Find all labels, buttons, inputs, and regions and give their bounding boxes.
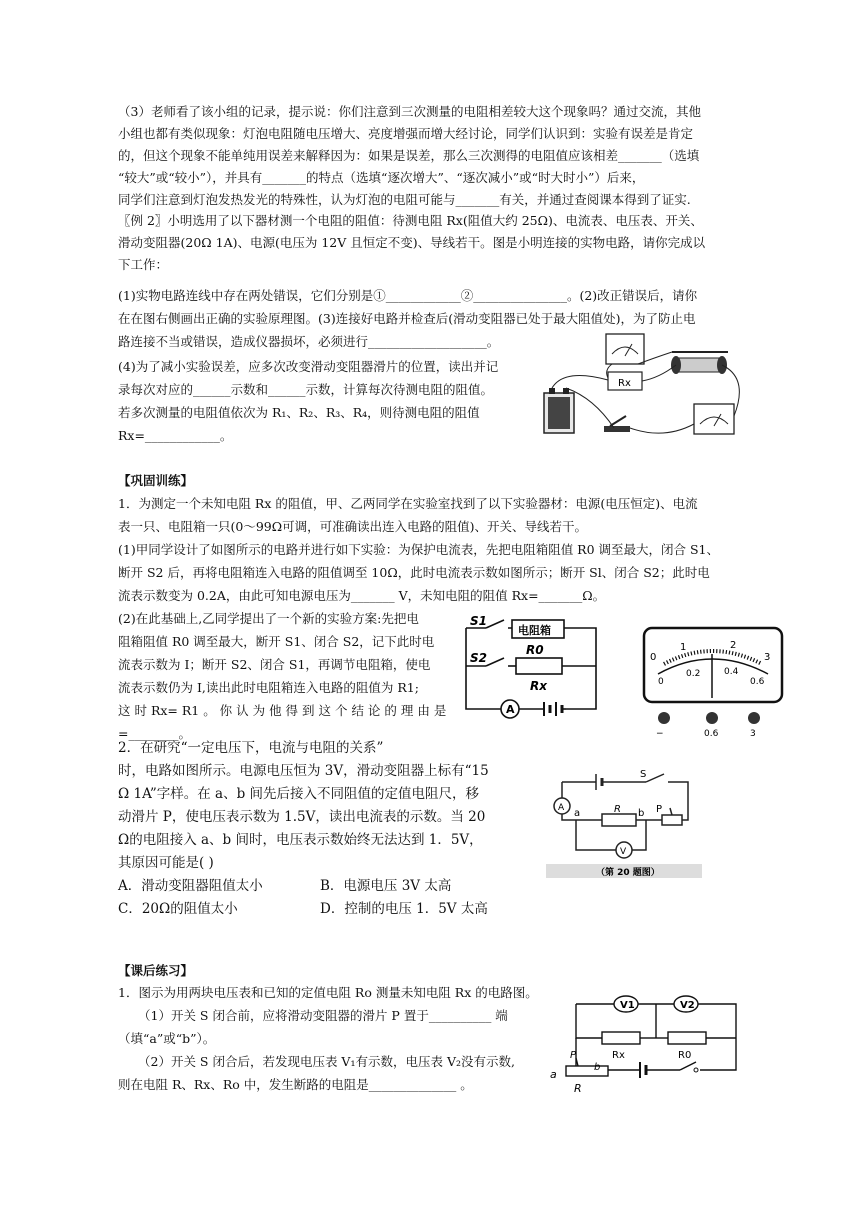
box-label: 电阻箱 [518,624,551,637]
figure-caption: （第 20 题图） [596,868,660,878]
text-line: 流表示数为 I；断开 S2、闭合 S1，再调节电阻箱，使电 [118,657,431,672]
text-line: 〖例 2〗小明选用了以下器材测一个电阻的阻值：待测电阻 Rx(阻值大约 25Ω)、电流表、电压表、开关、 [118,213,703,228]
rx-label: Rx [530,679,547,693]
top-tick: 0 [650,652,657,663]
bottom-tick: 0 [658,677,664,687]
text-line: 其原因可能是( ) [118,855,214,871]
p-label: P [656,804,663,815]
text-line: Ω 1A”字样。在 a、b 间先后接入不同阻值的定值电阻尺，移 [118,786,480,802]
text-line: （1）开关 S 闭合前，应将滑动变阻器的滑片 P 置于__________ 端 [138,1008,508,1023]
ammeter-label: A [558,803,565,813]
text-line: (1)实物电路连线中存在两处错误，它们分别是①____________②_______________。(2)改正错误后，请你 [118,288,698,303]
text-line: (4)为了减小实验误差，应多次改变滑动变阻器滑片的位置，读出并记 [118,359,499,374]
text-line: 在在图右侧画出正确的实验原理图。(3)连接好电路并检查后(滑动变阻器已处于最大阻值处)，为了防止电 [118,311,696,326]
bottom-tick: 0.4 [724,667,739,677]
s2-label: S2 [470,651,487,665]
text-line: Ω的电阻接入 a、b 间时，电压表示数始终无法达到 1．5V， [118,832,483,848]
text-line: 这 时 Rx= R1 。 你 认 为 他 得 到 这 个 结 论 的 理 由 是 [118,703,447,718]
text-line: 若多次测量的电阻值依次为 R₁、R₂、R₃、R₄，则待测电阻的阻值 [118,405,480,420]
option-d: D．控制的电压 1．5V 太高 [320,901,488,917]
text-line: 下工作： [118,257,169,272]
text-line: （填“a”或“b”）。 [118,1031,216,1046]
s1-label: S1 [470,614,487,628]
text-line: （2）开关 S 闭合后，若发现电压表 V₁有示数，电压表 V₂没有示数, [138,1054,515,1069]
text-line: 小组也都有类似现象：灯泡电阻随电压增大、亮度增强而增大经讨论，同学们认识到：实验有误差是肯定 [118,126,694,141]
v2-label: V2 [680,1000,695,1011]
text-line: 阻箱阻值 R0 调至最大，断开 S1、闭合 S2，记下此时电 [118,634,435,649]
r0-label: R0 [678,1050,692,1061]
text-line: “较大”或“较小”），并具有_______的特点（选填“逐次增大”、“逐次减小”或“时大时小”）后来， [118,170,645,185]
rx-label: Rx [612,1050,625,1061]
bottom-tick: 0.6 [750,677,765,687]
voltmeter-label: V [620,847,627,857]
a-label: a [574,808,581,819]
text-line: 动滑片 P，使电压表示数为 1.5V，读出电流表的示数。当 20 [118,809,486,825]
resistance-box-circuit [456,614,606,724]
real-circuit-figure [534,328,756,450]
ammeter-dial [642,626,786,738]
a-label: a [550,1068,557,1081]
text-line: 路连接不当或错误，造成仪器损坏，必须进行___________________。 [118,334,500,349]
text-line: 录每次对应的______示数和______示数，计算每次待测电阻的阻值。 [118,382,494,397]
top-tick: 2 [730,640,737,651]
text-line: 同学们注意到灯泡发热发光的特殊性，认为灯泡的电阻可能与_______有关，并通过查阅课本得到了证实. [118,192,691,207]
section-heading-homework: 【课后练习】 [118,963,194,978]
terminal-label: 0.6 [704,729,719,738]
text-line: 则在电阻 R、Rx、Ro 中，发生断路的电阻是______________ 。 [118,1077,473,1092]
option-c: C．20Ω的阻值太小 [118,901,238,917]
text-line: 2．在研究“一定电压下，电流与电阻的关系” [118,740,384,756]
terminal-label: 3 [750,729,756,738]
text-line: （3）老师看了该小组的记录，提示说：你们注意到三次测量的电阻相差较大这个现象吗？通过交流，其他 [118,104,701,119]
option-b: B．电源电压 3V 太高 [320,878,452,894]
v1-v2-circuit [540,990,750,1098]
text-line: 的，但这个现象不能单纯用误差来解释因为：如果是误差，那么三次测得的电阻值应该相差_______（选填 [118,148,700,163]
b-label: b [638,808,645,819]
bottom-tick: 0.2 [686,669,701,679]
option-a: A．滑动变阻器阻值太小 [118,878,263,894]
text-line: (2)在此基础上,乙同学提出了一个新的实验方案:先把电 [118,611,419,626]
rx-label: Rx [618,378,631,389]
top-tick: 3 [764,652,771,663]
r-label: R [574,1082,582,1095]
text-line: 断开 S2 后，再将电阻箱连入电路的阻值调至 10Ω，此时电流表示数如图所示；断开 Sl、闭合 S2；此时电 [118,565,710,580]
text-line: 表一只、电阻箱一只(0～99Ω可调，可准确读出连入电路的阻值)、开关、导线若干。 [118,519,587,534]
terminal-label: − [656,729,664,738]
top-tick: 1 [680,642,687,653]
text-line: 滑动变阻器(20Ω 1A)、电源(电压为 12V 且恒定不变)、导线若干。图是小明连接的实物电路，请你完成以 [118,235,706,250]
switch-label: S [640,769,647,780]
text-line: =________。 [118,726,191,741]
text-line: 1．图示为用两块电压表和已知的定值电阻 Ro 测量未知电阻 Rx 的电路图。 [118,985,538,1000]
p-label: P [570,1050,577,1061]
text-line: 时，电路如图所示。电源电压恒为 3V，滑动变阻器上标有“15 [118,763,489,779]
r0-label: R0 [526,643,544,657]
text-line: 流表示数仍为 I,读出此时电阻箱连入电路的阻值为 R1; [118,680,419,695]
text-line: (1)甲同学设计了如图所示的电路并进行如下实验：为保护电流表，先把电阻箱阻值 R0 调至最大，闭合 S1、 [118,542,720,557]
b-label: b [594,1062,601,1073]
text-line: 流表示数变为 0.2A，由此可知电源电压为_______ V，未知电阻的阻值 Rx=_______Ω。 [118,588,606,603]
section-heading-practice: 【巩固训练】 [118,473,194,488]
text-line: 1．为测定一个未知电阻 Rx 的阻值，甲、乙两同学在实验室找到了以下实验器材：电源(电压恒定)、电流 [118,496,698,511]
text-line: Rx=____________。 [118,428,233,443]
v1-label: V1 [620,1000,635,1011]
r-label: R [614,804,621,815]
ammeter-label: A [506,703,515,716]
fig20-circuit [546,768,702,878]
